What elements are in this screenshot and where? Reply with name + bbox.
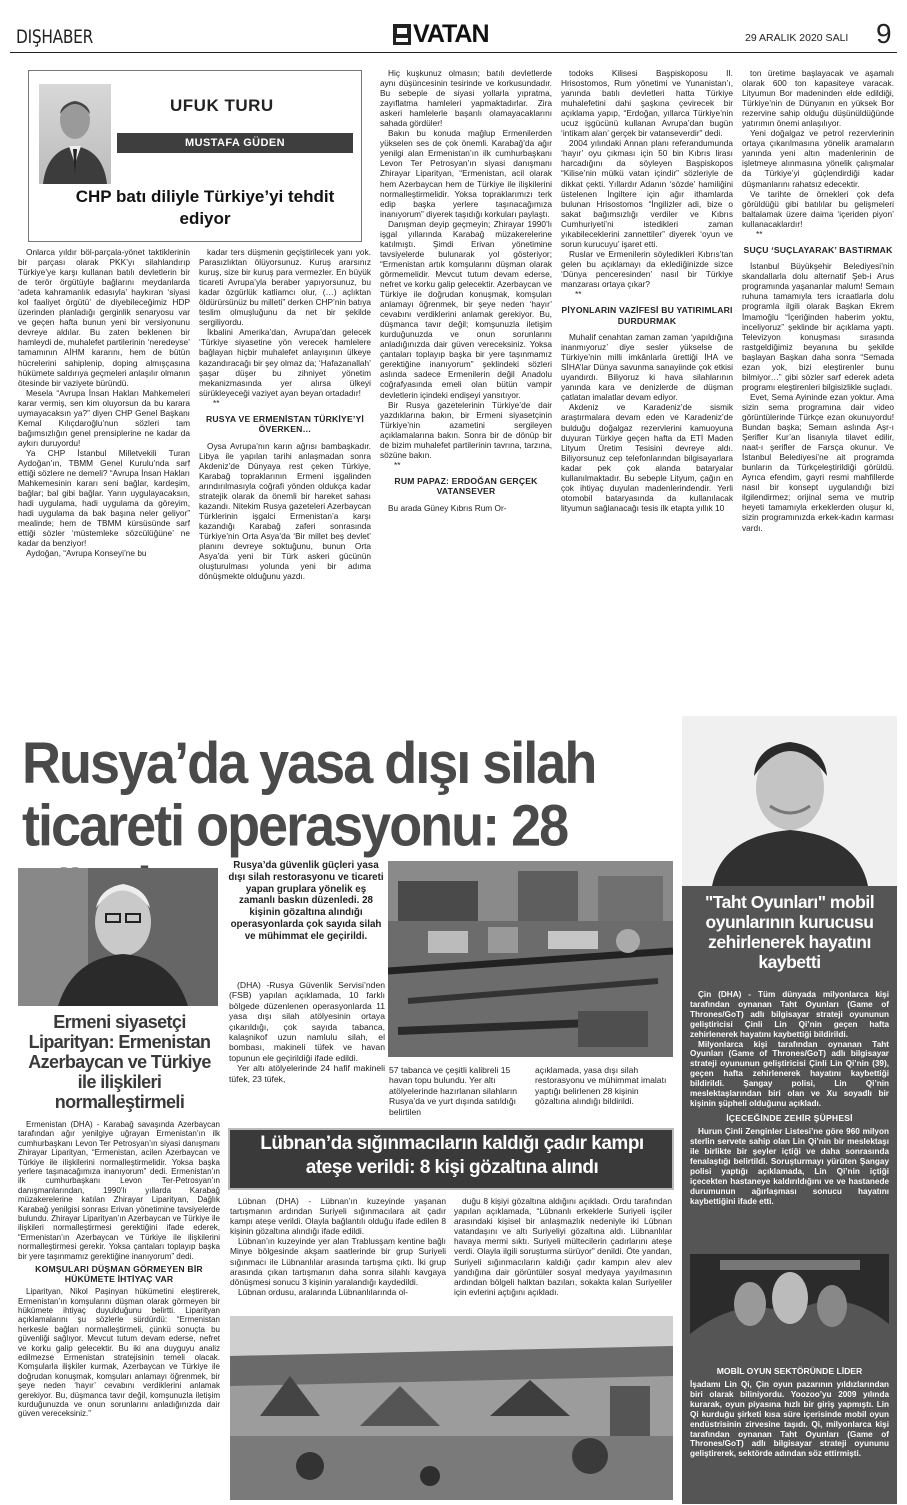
liparityan-photo [18, 868, 218, 1006]
paragraph: Danışman deyip geçmeyin; Zhirayar 1990’lı işgal yıllarında Karabağ müzakerelerine katılmıştı. Şimdi Erivan yönetimine tavsiyelerde bulunarak yol gösteriyor; “Ermenistan artık komşularını düşman olarak görmemelidir. Mevcut tutum devam ederse, nefret ve korku galip gelecektir. Azerbaycan ve Türkiye ile doğrudan konuşmak, komşuları anlamayı öğrenmek, bir şeye neden ‘hayır’ cevabını verdiklerini anlamak gerekiyor. Bu, düşmanca tavır değil; komşunuzla iletişim kurduğunuzda ve onun sorunlarını anladığınızda dair güven vereceksiniz. Yoksa çantaları toplayıp başka bir yere taşınmamız gerektiğine inanıyorum” şeklindeki sözleri aslında sadece Ermenilerin değil Anadolu coğrafyasında emeli olan bütün vampir devletlerin içindeki endişeyi yansıtıyor. [380, 218, 552, 400]
lebanon-headline: Lübnan’da sığınmacıların kaldığı çadır kampı ateşe verildi: 8 kişi gözaltına alındı [260, 1133, 644, 1178]
paragraph: todoks Kilisesi Başpiskoposu II. Hrisostomos, Rum yönetimi ve Yunanistan’ı, yanında batılı devletleri hatta Türkiye muhalefetini dahi şaşkına çevirecek bir açıklama yapıp, “Erdoğan, yıllarca Türkiye’nin ucuz işgücünü kullanan Avrupa’dan bugün ‘intikam alan’ gerçek bir vatanseverdir” dedi. [561, 68, 733, 139]
paragraph: Lübnan’ın kuzeyinde yer alan Trablusşam kentine bağlı Minye bölgesinde akşam saatlerinde bir grup Suriyeli sığınmacı ile Lübnanlılar arasında tartışma çıktı. İki grup arasında çıkan tartışmanın daha sonra silahlı kavgaya dönüşmesi sonucu 3 kişinin yaralandığı kaydedildi. [230, 1236, 446, 1287]
armenia-headline: Ermeni siyasetçi Liparityan: Ermenistan Azerbaycan ve Türkiye ile ilişkileri normalleştirmeli [28, 1012, 211, 1112]
section-stars: ** [575, 289, 582, 300]
got-subheading-2: MOBİL OYUN SEKTÖRÜNDE LİDER [716, 1366, 863, 1376]
paragraph: kadar ters düşmenin geçiştirilecek yanı yok. Parasızlıktan ölüyorsunuz. Kuruş ararsınız kuruş, size bir kuruş para vermezler. En büyük ticareti Avrupa’yla beraber yapıyorsunuz, bu kadar özgürlük katliamcı olur, (…) açlıktan öldürürsünüz bu milleti” derken CHP’nin batıya teslim olmuşluğunu da net bir şekilde sergiliyordu. [199, 247, 371, 328]
section-stars: ** [394, 459, 401, 470]
lebanon-body-col1 [230, 1196, 446, 1312]
russia-lede: Rusya’da güvenlik güçleri yasa dışı silah restorasyonu ve ticareti yapan gruplara yönelik eş zamanlı baskın düzenledi. 28 kişinin gözaltına alındığı operasyonlarda çok sayıda silah ve mühimmat ele geçirildi. [228, 860, 384, 942]
brand-name: VATAN [413, 20, 489, 48]
armenia-body [18, 1120, 220, 1500]
paragraph: Ermenistan (DHA) - Karabağ savaşında Azerbaycan tarafından ağır yenilgiye uğrayan Ermenistan’ın ilk cumhurbaşkanı Levon Ter Petrosyan’ın siyasi danışmanı Zhirayar Liparityan, “Ermenistan, acilen Azerbaycan ve Türkiye ile ilişkilerini normalleştirmelidir. Yoksa başka yerlere taşınacağımıza inanıyorum” dedi. Ermenistan’ın ilk cumhurbaşkanı Levon Ter-Petrosyan’ın danışmanlarından, 1990’lı yıllarda Karabağ müzakerelerine katılan Zhirayar Liparityan, Dağlık Karabağ yenilgisi sonrası Erivan yönetimine tavsiyelerde bulundu. Zhirayar Liparityan’ın Azerbaycan ve Türkiye ile ilişkileri normalleştirmesi gerektiğini ifade ederek, “Ermenistan’ın Azerbaycan ve Türkiye ile ilişkilerini normalleştirmesi gerekir. Yoksa çantaları toplayıp başka bir yere taşınmamız gerektiğine inanıyorum” dedi. [18, 1120, 220, 1261]
paragraph: İkbalini Amerika’dan, Avrupa’dan gelecek ‘Türkiye siyasetine yön verecek hamlelere bağlayan hiçbir muhalefet anlayışının ülkeye kazandıracağı bir şey olmaz da; ‘Hafazanallah’ şaşar düşer bu zihniyet yönetim mekanizmasında yer alırsa ülkeyi sürükleyeceği vaziyet ayan beyan ortadadır! [199, 327, 371, 398]
paragraph: Onlarca yıldır böl-parçala-yönet taktiklerinin bir parçası olarak PKK’yı silahlandırıp Türkiye’ye karşı kullanan batılı devletlerin bir de terör örgütüyle bağlarını meydanlarda ‘adeta kahramanlık edasıyla’ haykıran ‘siyasi kol faaliyet örgütü’ de diyebileceğimiz HDP üzerinden planladığı gerginlik senaryosu var ve geçen hafta bunun yeni bir versiyonunu devreye aldılar. Bu zaten beklenen bir hamleydi de, muhalefet partilerinin ‘neredeyse’ tamamının AİHM kararını, hem de bütün hücrelerini sahiplenip, doping almışçasına hükümete saldırıya geçmeleri anlaşılır olmanın ötesinde bir vaziyete büründü. [18, 247, 190, 388]
section-stars: ** [756, 228, 763, 239]
paragraph: Mesela “Avrupa İnsan Hakları Mahkemeleri karar vermiş, sen kim oluyorsun da bu karara uymayacaksın ya?” diyen CHP Genel Başkanı Kemal Kılıçdaroğlu’nun sözleri tam bağımsızlığın genel prensiplerine ne kadar da aykırı duruyordu! [18, 387, 190, 448]
paragraph: Ya CHP İstanbul Milletvekili Turan Aydoğan’ın, TBMM Genel Kurulu’nda sarf ettiği sözlere ne demeli? “Avrupa İnsan Hakları Mahkemesinin kararı seni bağlar, kardeşim, bağlar; bal gibi bağlar. Yarın uygulayacaksın, hadi uygulama, hadi uygulama da göreyim, hadi uygulama da bak başına neler geliyor” mealinde; hem de TBMM kürsüsünde sarf ettiği sözler ‘müstemleke sözcülüğüne’ ne kadar da benziyor! [18, 447, 190, 549]
column-text-col4 [561, 68, 733, 718]
paragraph: Yeni doğalgaz ve petrol rezervlerinin ortaya çıkarılmasına yönelik aramaların yanında yeni altın madenlerinin de işletmeye alınmasına yönelik çalışmalar da Türkiye’yi güçlendirdiği kadar düşmanlarını rahatsız edecektir. [742, 128, 894, 189]
paragraph: Akdeniz ve Karadeniz’de sismik araştırmalara devam eden ve Karadeniz’de bulduğu doğalgaz rezervlerini kamuoyuna duyuran Türkiye geçen hafta da ETİ Maden Lityum Üretim Tesisini devreye aldı. Biliyorsunuz cep telefonlarından bilgisayarlara kadar pek çok alanda bataryalar kullanılmaktadır. Bu sebeple Lityum, çağın en çok ihtiyaç duyulan madenlerindendir. Yerli otomobil bataryasında da kullanılacak lityumun sağlanacağı tesis ilk etapta yıllık 10 [561, 402, 733, 513]
subheading: KOMŞULARI DÜŞMAN GÖRMEYEN BİR HÜKÜMETE İHTİYAÇ VAR [35, 1264, 203, 1285]
subheading: İÇECEĞİNDE ZEHİR ŞÜPHESİ [726, 1112, 853, 1123]
russia-body-col3: açıklamada, yasa dışı silah restorasyonu ve mühimmat imalatı yaptığı belirlenen 28 kişinin gözaltına alındığı bildirildi. [535, 1065, 667, 1107]
paragraph: Evet, Sema Ayininde ezan yoktur. Ama sizin sema programına dair video görüntülerinde Türkçe ezan okunuyordu! Bundan başka; Semaın aslında Aşr-ı Şerifler Kur’an lisanıyla tilavet edilir, naat-ı şerifler de Farsça okunur. Ve İstanbul Belediyesi’ne ait programda bunların da Türkçeleştirildiği görüldü. Ayrıca efendim, gayri resmi mahfillerde nasıl bir konsept uygulandığı bizi ilgilendirmez; orijinal sema ve mutrip heyeti tamamıyla erkeklerden oluşur ki, sizin programınızda erkek-kadın karması vardı. [742, 391, 894, 533]
camp-fire-photo [230, 1316, 673, 1500]
header-rule [10, 52, 897, 53]
paragraph: Lübnan ordusu, aralarında Lübnanlılarında ol- [238, 1286, 408, 1297]
subheading: RUM PAPAZ: ERDOĞAN GERÇEK VATANSEVER [394, 475, 538, 497]
got-body [690, 990, 889, 1250]
paragraph: Hiç kuşkunuz olmasın; batılı devletlerde aynı düşüncesinin tesirinde ve korkusundadır. Bu sebeple de siyasi yollarla yıpratma, zayıflatma hamleleri yapmaktadırlar. Zira askeri hamlelerle başarılı olamayacaklarını sahada gördüler! [380, 68, 552, 129]
paragraph: ton üretime başlayacak ve aşamalı olarak 600 ton kapasiteye varacak. Lityumun Bor madeninden elde edildiği, Türkiye’nin de Dünyanın en yüksek Bor rezervine sahip olduğu düşünüldüğünde yatırımın önemi anlaşılıyor. [742, 68, 894, 129]
paragraph: (DHA) -Rusya Güvenlik Servisi’nden (FSB) yapılan açıklamada, 10 farklı bölgede düzenlenen operasyonlarda 11 yasa dışı silah atölyesinin ortaya çıkarıldığı, çok sayıda tabanca, kalaşnikof uzun namlulu silah, el bombası, makineli tüfek ve havan topunun ele geçirildiği ifade edildi. [229, 980, 385, 1063]
column-name: UFUK TURU [170, 96, 274, 115]
logo-badge-icon [393, 24, 411, 45]
column-text-col3 [380, 68, 552, 718]
brand-logo [393, 22, 518, 47]
paragraph: Lübnan (DHA) - Lübnan’ın kuzeyinde yaşanan tartışmanın ardından Suriyeli sığınmacılara ait çadır kampı ateşe verildi. Olayla bağlantılı olduğu ifade edilen 8 kişinin gözaltına alındığı ifade edildi. [230, 1196, 446, 1237]
column-text-col1 [18, 247, 190, 719]
paragraph: Ruslar ve Ermenilerin söyledikleri Kıbrıs’tan gelen bu açıklamayı da eklediğinizde sizce ‘Dünya penceresinden’ nasıl bir Türkiye manzarası ortaya çıkar? [561, 248, 733, 289]
columnist-photo [39, 84, 111, 184]
paragraph: Bu arada Güney Kıbrıs Rum Or- [388, 502, 507, 513]
column-text-col5 [742, 68, 894, 718]
weapons-photo [388, 861, 673, 1057]
issue-date: 29 ARALIK 2020 SALI [745, 32, 849, 44]
paragraph: Aydoğan, “Avrupa Konseyi’ne bu [26, 548, 147, 559]
paragraph: Hurun Çinli Zenginler Listesi’ne göre 960 milyon sterlin servete sahip olan Lin Qi’nin bir meslektaşı ile birlikte bir şeyler içtiği ve daha sonrasında fenalaştığı belirtildi. Soruşturmayı yürüten Şangay polisi yaptığı açıklamada, Lin Qi’nin içtiği içecekten hastaneye kaldırıldığını ve ve hastanede durumunun ağırlaşması sonucu hayatını kaybettiğini ifade etti. [690, 1127, 889, 1206]
got-headline: "Taht Oyunları" mobil oyunlarının kurucusu zehirlenerek hayatını kaybetti [704, 892, 875, 972]
column-headline: CHP batı diliyle Türkiye’yi tehdit ediyor [75, 187, 335, 228]
subheading: RUSYA VE ERMENİSTAN TÜRKİYE’Yİ ÖVERKEN… [205, 413, 364, 435]
paragraph: Liparityan, Nikol Paşinyan hükümetini eleştirerek, Ermenistan’ın komşularını düşman olarak görmeyen bir hükümete ihtiyaç duyulduğunu belirtti. Liparityan açıklamalarını şu sözlerle sürdürdü: “Ermenistan herkesle bağları normalleştirmeli, çünkü sonuçta bu güvenliği sağlıyor. Mevcut tutum devam ederse, nefret ve korku galip gelecektir. Bu iki ana duyguyu analiz edilmezse Ermenistan stratejisinin temeli olacak. Komşularla ilişkiler kurmak, Azerbaycan ve Türkiye ile doğrudan konuşmak, komşuları anlamayı öğrenmek, bir şeye neden ‘hayır’ cevabını verdiklerini anlamak gerekiyor. Bu, düşmanca tavır değil, komşunuzla iletişim kurduğunuzda ve onun sorunlarını anladığınızda dair güven vereceksiniz.” [18, 1287, 220, 1419]
section-label: DIŞHABER [16, 26, 94, 48]
lebanon-body-col2 [454, 1196, 672, 1312]
page-number: 9 [876, 18, 892, 49]
paragraph: Çin (DHA) - Tüm dünyada milyonlarca kişi tarafından oynanan Taht Oyunları (Game of Thrones/GoT) adlı bilgisayar strateji oyununun geliştiricisi Çinli Lin Qi’nin geçen hafta zehirlenerek hayatını kaybettiği bildirildi. [690, 990, 889, 1039]
game-art-photo [690, 1254, 889, 1362]
russia-body-col2: 57 tabanca ve çeşitli kalibreli 15 havan topu bulundu. Yer altı atölyelerinde hazırlanan silahların Rusya’da ve yurt dışında satıldığı belirtilen [389, 1065, 518, 1117]
got-body-2: İşadamı Lin Qi, Çin oyun pazarının yıldızlarından biri olarak biliniyordu. Yoozoo’yu 2009 yılında kurarak, oyun piyasına hızlı bir giriş yapmıştı. Lin Qi kurduğu şirketi kısa süre içerisinde mobil oyun endüstrisinin zirvesine taşıdı. Qi, milyonlarca kişi tarafından oynanan Taht Oyunları (Game of Thrones/GoT) adlı bilgisayar strateji oyununu geliştirerek, sektörde adından söz ettirmişti. [690, 1380, 889, 1459]
paragraph: Muhalif cenahtan zaman zaman ‘yapıldığına inanmıyoruz’ diye sesler yükselse de Türkiye’nin milli imkânlarla ürettiği İHA ve SİHA’lar Dünya savunma sanayiinde çok etkisi uyandırdı. Biliyoruz ki hava silahlarının yanında kara ve denizlerde de düşman çatlatan imalatlar devam ediyor. [561, 332, 733, 403]
section-stars: ** [213, 397, 220, 408]
column-text-col2 [199, 247, 371, 719]
russia-body-col1 [229, 980, 385, 1120]
paragraph: Bir Rusya gazetelerinin Türkiye’de dair yazdıklarına bakın, bir Ermeni siyasetçinin Türkiye’nin azametini sergileyen açıklamalarına bakın. Sonra bir de dönüp bir de bizim muhalefet partilerinin tavrına, tarzına, sözüne bakın. [380, 399, 552, 460]
author-bar: MUSTAFA GÜDEN [117, 133, 353, 153]
paragraph: Milyonlarca kişi tarafından oynanan Taht Oyunları (Game of Thrones/GoT) adlı bilgisayar strateji oyununun geliştiricisi Çinli Lin Qi’nin (39), geçen hafta zehirlenerek hayatını kaybettiği bildirildi. Şangay polisi, Lin Qi’nin meslektaşlarından biri olan ve Xu soyadlı bir kişinin şüpheli olduğunu açıkladı. [690, 1039, 889, 1108]
paragraph: Bakın bu konuda mağlup Ermenilerden yükselen ses de çok önemli. Karabağ’da ağır yenilgi alan Ermenistan’ın ilk cumhurbaşkanı Levon Ter Petrosyan’ın siyasi danışmanı Zhirayar Liparityan, “Ermenistan, acil olarak hem Azerbaycan hem de Türkiye ile ilişkilerini normalleştirmelidir. Yoksa topraklarımızı terk edip başka yerlere taşınacağımıza inanıyorum” diyerek taşıdığı korkuları paylaştı. [380, 128, 552, 219]
paragraph: İstanbul Büyükşehir Belediyesi’nin skandallarla dolu alternatif Şeb-i Arus programında yaşananlar malum! Semaın ruhuna tamamıyla ters icraatlarla dolu programla ilgili olarak Başkan Ekrem İmamoğlu “İçeriğinden haberim yoktu, inceliyoruz” şeklinde bir açıklama yaptı. Televizyon konuşması sırasında rastgeldiğimiz beyanına bu şekilde başlayan Başkan daha sonra “Semada ezan yok, bizi eleştirenler bunu bilmiyor…” gibi sözler sarf ederek adeta programı eleştirenleri bilgisizlikle suçladı. [742, 261, 894, 392]
paragraph: Oysa Avrupa’nın karın ağrısı bambaşkadır. Libya ile yapılan tarihi anlaşmadan sonra Akdeniz’de Dünyaya rest çeken Türkiye, Karabağ topraklarının Ermeni işgalinden arındırılmasıyla coğrafi yönden oldukça kadar stratejik olarak da önemli bir hareket sahası kazandı. Nitekim Rusya gazeteleri Azerbaycan Türklerinin işgalci Ermenistan’a karşı kazandığı Karabağ zaferi sonrasında Türkiye’nin Orta Asya’da ‘Bir millet beş devlet’ planını devreye soktuğunu, bunun Orta Asya’da yeni bir Türk askeri gücünün oluşturulması yolunda yeni bir adıma dönüşmekte olduğunu yazdı. [199, 440, 371, 582]
subheading: PİYONLARIN VAZİFESİ BU YATIRIMLARI DURDURMAK [561, 305, 733, 326]
paragraph: duğu 8 kişiyi gözaltına aldığını açıkladı. Ordu tarafından yapılan açıklamada, “Lübnanlı erkeklerle Suriyeli işçiler arasındaki kişisel bir anlaşmazlık nedeniyle iki Lübnan vatandaşını ve altı Suriyeliyi gözaltına aldı. Lübnanlılar havaya mermi sıktı. Suriyeli mültecilerin çadırlarını ateşe verdi. Olayla ilgili soruşturma sürüyor” denildi. Öte yandan, Suriyeli sığınmacıların kaldığı çadır kampın alev alev yandığına dair görüntüler sosyal medyaya yayılmasının ardından bölgeli halktan bazıları, sokakta kalan Suriyeliler için evlerini açtığını açıkladı. [454, 1196, 672, 1297]
lin-qi-photo [682, 716, 897, 886]
paragraph: Ve tarihte de örnekleri çok defa görüldüğü gibi batılılar bu gelişmeleri baltalamak üzere daima ‘içeriden piyon’ kullanacaklardır! [742, 188, 894, 229]
paragraph: 2004 yılındaki Annan planı referandumunda ‘hayır’ oyu çıkması için 50 bin Kıbrıs lirası harcadığını da söyleyen Başpiskopos “Kilise’nin mülkü vatan içindir” sözleriyle de dikkat çekti. Yıllardır Adanın ‘sözde’ hamiliğini üstelenen İngiltere için ağır ithamlarda bulunan Hrisostomos “İngilizler adi, bize o sakat bağımsızlığı verdiler ve Kıbrıs Cumhuriyeti’ni istedikleri zaman yıkabileceklerini zannettiler” diyerek ‘oyun ve sorun kurucuyu’ işaret etti. [561, 138, 733, 249]
subheading: SUÇU ‘SUÇLAYARAK’ BASTIRMAK [743, 244, 893, 255]
main-headline: Rusya’da yasa dışı silah ticareti operasyonu: 28 [22, 730, 596, 859]
paragraph: Yer altı atölyelerinde 24 hafif makineli tüfek, 23 tüfek, [229, 1063, 385, 1084]
